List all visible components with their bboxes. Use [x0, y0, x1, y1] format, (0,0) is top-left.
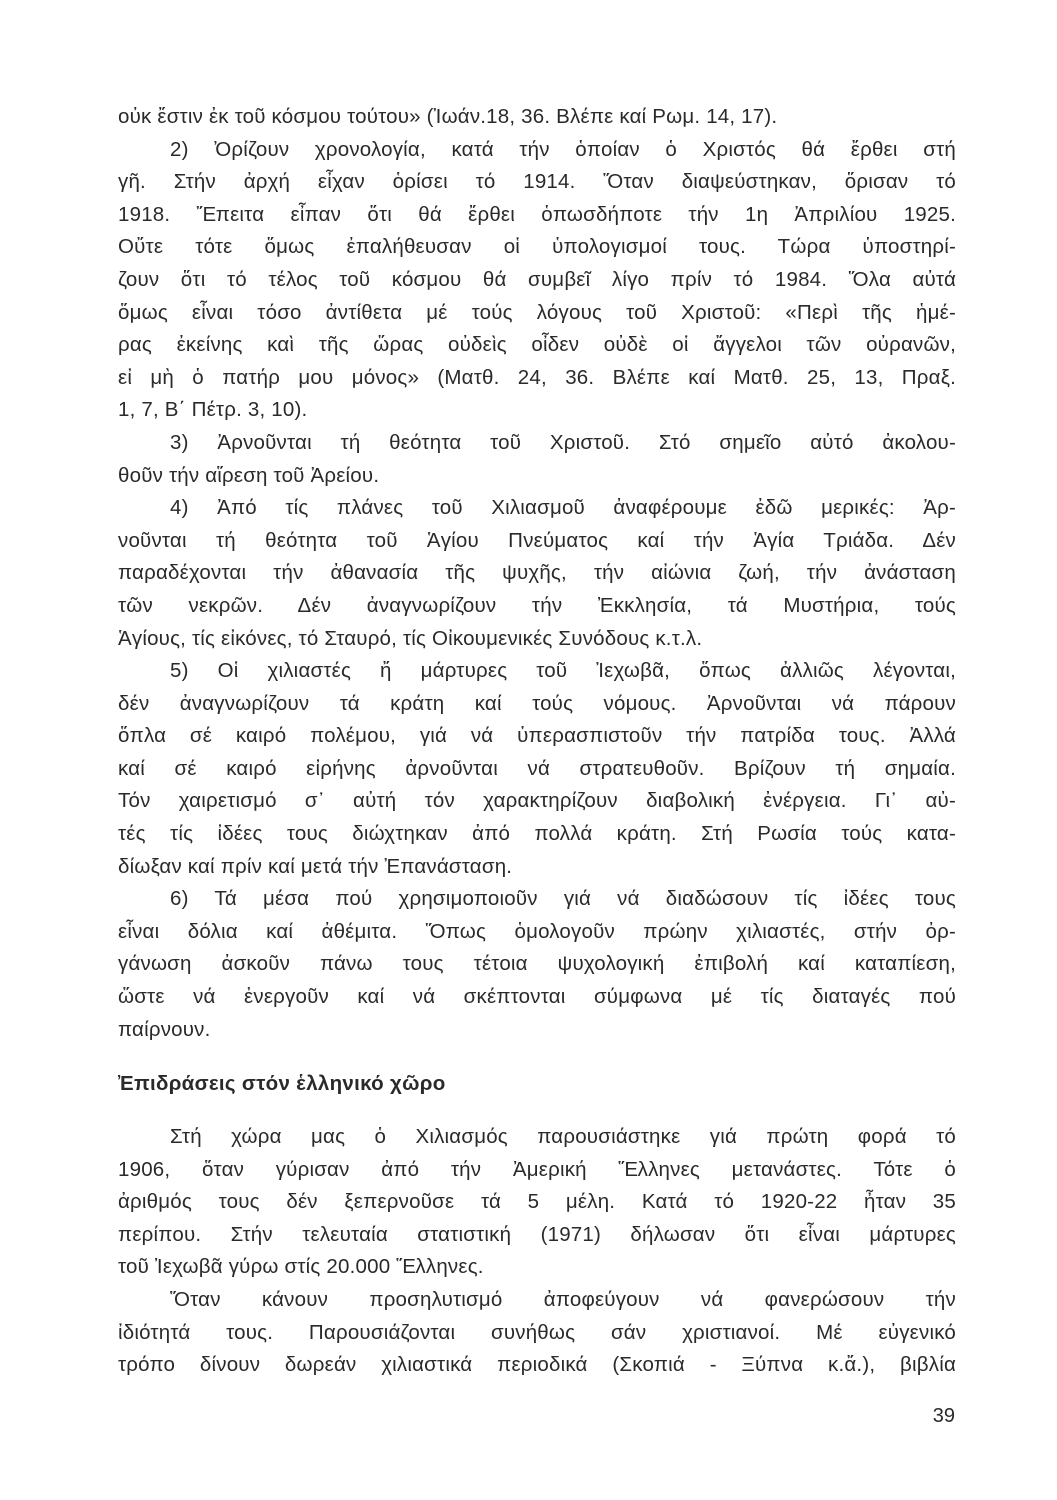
text-line: ρας ἐκείνης καὶ τῆς ὥρας οὐδεὶς οἶδεν οὐδὲ οἱ ἄγγελοι τῶν οὐρανῶν,	[118, 333, 956, 357]
text-line: τῶν νεκρῶν. Δέν ἀναγνωρίζουν τήν Ἐκκλησία, τά Μυστήρια, τούς	[118, 593, 956, 617]
text-line: ὥστε νά ἐνεργοῦν καί νά σκέπτονται σύμφωνα μέ τίς διαταγές πού	[118, 985, 956, 1009]
text-line: Τόν χαιρετισμό σ᾽ αὐτή τόν χαρακτηρίζουν διαβολική ἐνέργεια. Γι᾽ αὐ-	[118, 789, 956, 813]
text-line: εἰ μὴ ὁ πατήρ μου μόνος» (Ματθ. 24, 36. Βλέπε καί Ματθ. 25, 13, Πραξ.	[118, 365, 956, 389]
body-text	[118, 101, 956, 1046]
text-line: καί σέ καιρό εἰρήνης ἀρνοῦνται νά στρατευθοῦν. Βρίζουν τή σημαία.	[118, 756, 956, 780]
text-line: ζουν ὅτι τό τέλος τοῦ κόσμου θά συμβεῖ λίγο πρίν τό 1984. Ὅλα αὐτά	[118, 267, 956, 291]
section-heading: Ἐπιδράσεις στόν ἑλληνικό χῶρο	[118, 1072, 446, 1095]
text-line: 1, 7, Β΄ Πέτρ. 3, 10).	[118, 398, 308, 422]
text-line: ἀριθμός τους δέν ξεπερνοῦσε τά 5 μέλη. Κατά τό 1920-22 ἦταν 35	[118, 1190, 956, 1214]
text-line: ὅμως εἶναι τόσο ἀντίθετα μέ τούς λόγους τοῦ Χριστοῦ: «Περὶ τῆς ἡμέ-	[118, 300, 956, 324]
text-line: θοῦν τήν αἵρεση τοῦ Ἀρείου.	[118, 463, 380, 487]
text-line: τές τίς ἰδέες τους διώχτηκαν ἀπό πολλά κράτη. Στή Ρωσία τούς κατα-	[118, 822, 956, 846]
text-line: Στή χώρα μας ὁ Χιλιασμός παρουσιάστηκε γιά πρώτη φορά τό	[170, 1125, 956, 1148]
text-line: 5) Οἱ χιλιαστές ἤ μάρτυρες τοῦ Ἰεχωβᾶ, ὅπως ἀλλιῶς λέγονται,	[170, 659, 956, 683]
text-line: τρόπο δίνουν δωρεάν χιλιαστικά περιοδικά (Σκοπιά - Ξύπνα κ.ἄ.), βιβλία	[118, 1353, 956, 1377]
text-line: γῆ. Στήν ἀρχή εἶχαν ὁρίσει τό 1914. Ὅταν διαψεύστηκαν, ὅρισαν τό	[118, 170, 956, 194]
text-line: 1918. Ἔπειτα εἶπαν ὅτι θά ἔρθει ὁπωσδήποτε τήν 1η Ἀπριλίου 1925.	[118, 202, 956, 226]
text-line: 6) Τά μέσα πού χρησιμοποιοῦν γιά νά διαδώσουν τίς ἰδέες τους	[170, 887, 956, 911]
text-line: Ἁγίους, τίς εἰκόνες, τό Σταυρό, τίς Οἰκουμενικές Συνόδους κ.τ.λ.	[118, 626, 703, 650]
text-line: δίωξαν καί πρίν καί μετά τήν Ἐπανάσταση.	[118, 854, 513, 878]
text-line: 3) Ἀρνοῦνται τή θεότητα τοῦ Χριστοῦ. Στό σημεῖο αὐτό ἀκολου-	[170, 430, 956, 454]
text-line: Ὅταν κάνουν προσηλυτισμό ἀποφεύγουν νά φανερώσουν τήν	[170, 1287, 956, 1311]
text-line: 4) Ἀπό τίς πλάνες τοῦ Χιλιασμοῦ ἀναφέρουμε ἐδῶ μερικές: Ἀρ-	[170, 496, 956, 520]
text-line: παραδέχονται τήν ἀθανασία τῆς ψυχῆς, τήν αἰώνια ζωή, τήν ἀνάσταση	[118, 561, 956, 585]
text-line: παίρνουν.	[118, 1017, 211, 1041]
text-line: νοῦνται τή θεότητα τοῦ Ἁγίου Πνεύματος καί τήν Ἁγία Τριάδα. Δέν	[118, 528, 956, 552]
text-line: τοῦ Ἰεχωβᾶ γύρω στίς 20.000 Ἕλληνες.	[118, 1255, 484, 1279]
page-number: 39	[932, 1405, 955, 1427]
text-line: δέν ἀναγνωρίζουν τά κράτη καί τούς νόμους. Ἀρνοῦνται νά πάρουν	[118, 691, 956, 715]
section-text	[118, 1121, 956, 1382]
text-line: 1906, ὅταν γύρισαν ἀπό τήν Ἀμερική Ἕλληνες μετανάστες. Τότε ὁ	[118, 1157, 956, 1181]
text-line: 2) Ὀρίζουν χρονολογία, κατά τήν ὁποίαν ὁ Χριστός θά ἔρθει στή	[170, 137, 956, 161]
text-line: περίπου. Στήν τελευταία στατιστική (1971) δήλωσαν ὅτι εἶναι μάρτυρες	[118, 1222, 956, 1246]
text-line: Οὔτε τότε ὅμως ἐπαλήθευσαν οἱ ὑπολογισμοί τους. Τώρα ὑποστηρί-	[118, 235, 956, 259]
text-line: ὅπλα σέ καιρό πολέμου, γιά νά ὑπερασπιστοῦν τήν πατρίδα τους. Ἀλλά	[118, 724, 956, 748]
text-line: εἶναι δόλια καί ἀθέμιτα. Ὅπως ὁμολογοῦν πρώην χιλιαστές, στήν ὀρ-	[118, 919, 956, 943]
text-line: γάνωση ἀσκοῦν πάνω τους τέτοια ψυχολογική ἐπιβολή καί καταπίεση,	[118, 952, 956, 976]
text-line: ἰδιότητά τους. Παρουσιάζονται συνήθως σάν χριστιανοί. Μέ εὐγενικό	[118, 1320, 956, 1344]
text-line: οὐκ ἔστιν ἐκ τοῦ κόσμου τούτου» (Ἰωάν.18, 36. Βλέπε καί Ρωμ. 14, 17).	[118, 105, 778, 128]
